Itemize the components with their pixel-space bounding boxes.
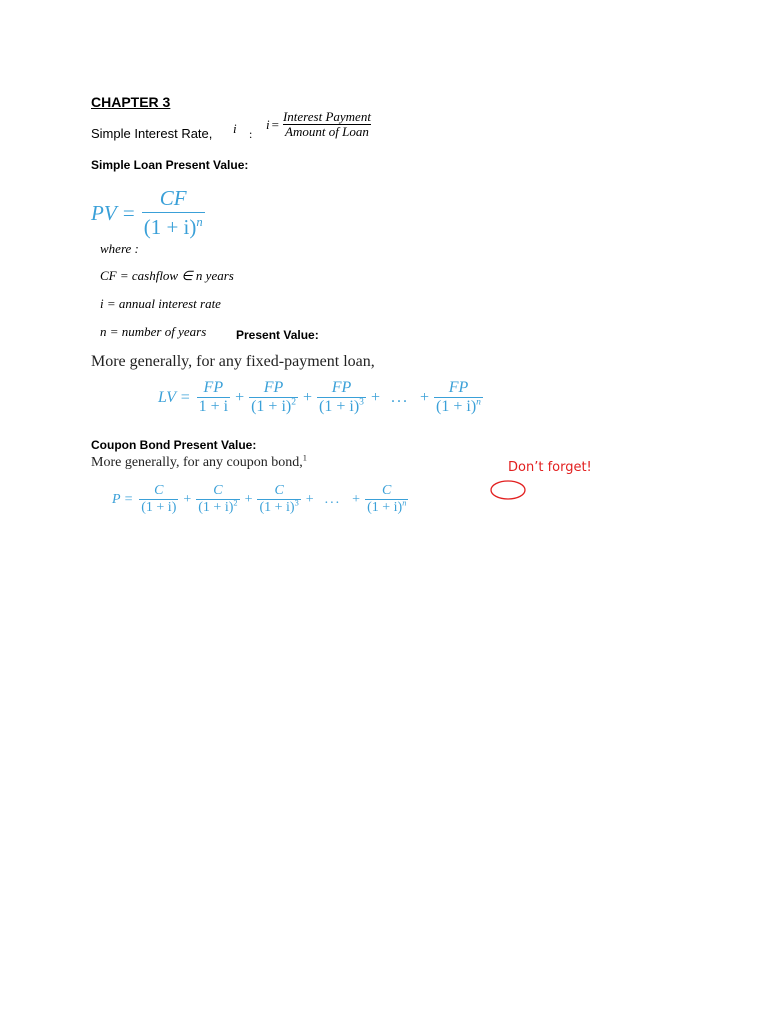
simple-interest-label: Simple Interest Rate, bbox=[91, 126, 213, 141]
interest-symbol: i bbox=[233, 121, 237, 136]
denominator bbox=[142, 212, 205, 239]
formula-lhs: LV = bbox=[158, 389, 191, 407]
present-value-heading: Present Value: bbox=[236, 328, 319, 342]
coupon-intro-text: More generally, for any coupon bond, bbox=[91, 455, 303, 470]
simple-interest-formula bbox=[266, 110, 373, 140]
loan-value-formula bbox=[158, 380, 483, 416]
plus-sign: + bbox=[183, 491, 192, 507]
exponent: 2 bbox=[291, 396, 297, 408]
denominator bbox=[196, 499, 239, 516]
numerator: Interest Payment bbox=[282, 109, 371, 124]
denominator-base: (1 + i) bbox=[143, 215, 197, 240]
exponent: n bbox=[476, 396, 481, 408]
formula-lhs: P = bbox=[112, 491, 134, 507]
plus-sign: + bbox=[420, 389, 430, 407]
where-line: where : bbox=[100, 241, 139, 256]
exponent: 3 bbox=[294, 498, 299, 508]
fraction bbox=[281, 110, 373, 140]
term-fraction bbox=[196, 484, 239, 516]
denominator-base: (1 + i) bbox=[251, 397, 292, 415]
numerator: FP bbox=[331, 379, 352, 396]
term-fraction bbox=[139, 484, 178, 516]
exponent: n bbox=[402, 498, 407, 508]
equals-sign: = bbox=[271, 116, 279, 132]
fixed-payment-intro: More generally, for any fixed-payment loan, bbox=[91, 353, 375, 370]
denominator-base: (1 + i) bbox=[436, 397, 477, 415]
plus-sign: + bbox=[244, 491, 253, 507]
plus-sign: + bbox=[305, 491, 314, 507]
where-line: i = annual interest rate bbox=[100, 296, 221, 311]
coupon-bond-heading: Coupon Bond Present Value: bbox=[91, 438, 257, 452]
denominator-base: (1 + i) bbox=[367, 499, 403, 515]
exponent: 2 bbox=[233, 498, 238, 508]
dont-forget-annotation: Don’t forget! bbox=[508, 460, 592, 475]
denominator bbox=[434, 397, 483, 416]
plus-sign: + bbox=[303, 389, 313, 407]
numerator: C bbox=[382, 483, 392, 498]
numerator: C bbox=[154, 483, 164, 498]
denominator bbox=[249, 397, 298, 416]
numerator: C bbox=[274, 483, 284, 498]
denominator-base: (1 + i) bbox=[198, 499, 234, 515]
footnote-marker: 1 bbox=[302, 453, 307, 463]
term-fraction bbox=[249, 380, 298, 416]
fraction bbox=[142, 187, 205, 239]
numerator: FP bbox=[263, 379, 284, 396]
coupon-price-formula bbox=[112, 484, 408, 516]
term-fraction bbox=[197, 380, 230, 416]
term-fraction bbox=[365, 484, 408, 516]
plus-sign: + bbox=[235, 389, 245, 407]
denominator-base: 1 + i bbox=[198, 397, 229, 415]
simple-loan-heading: Simple Loan Present Value: bbox=[91, 158, 249, 172]
denominator-base: (1 + i) bbox=[259, 499, 295, 515]
term-fraction bbox=[434, 380, 483, 416]
denominator bbox=[365, 499, 408, 516]
denominator bbox=[197, 397, 230, 416]
where-line: n = number of years bbox=[100, 324, 207, 339]
denominator-base: (1 + i) bbox=[141, 499, 177, 515]
exponent: 3 bbox=[359, 396, 364, 408]
ellipsis: ... bbox=[391, 389, 409, 407]
term-fraction bbox=[257, 484, 300, 516]
interest-colon: : bbox=[249, 127, 253, 141]
annotation-ellipse bbox=[490, 480, 526, 500]
denominator bbox=[139, 499, 178, 516]
plus-sign: + bbox=[370, 389, 380, 407]
numerator: CF bbox=[159, 186, 187, 210]
numerator: C bbox=[213, 483, 223, 498]
formula-lhs: i bbox=[266, 116, 270, 132]
where-line: CF = cashflow ∈ n years bbox=[100, 268, 234, 283]
denominator bbox=[317, 397, 366, 416]
coupon-intro bbox=[91, 455, 307, 471]
plus-sign: + bbox=[352, 491, 361, 507]
denominator-base: (1 + i) bbox=[319, 397, 360, 415]
denominator: Amount of Loan bbox=[285, 123, 369, 139]
present-value-formula bbox=[91, 187, 205, 239]
formula-lhs: PV = bbox=[91, 200, 136, 225]
term-fraction bbox=[317, 380, 366, 416]
chapter-heading: CHAPTER 3 bbox=[91, 94, 171, 110]
numerator: FP bbox=[448, 379, 469, 396]
numerator: FP bbox=[203, 379, 224, 396]
exponent: n bbox=[196, 215, 203, 230]
denominator bbox=[257, 499, 300, 516]
ellipsis: ... bbox=[324, 491, 342, 507]
